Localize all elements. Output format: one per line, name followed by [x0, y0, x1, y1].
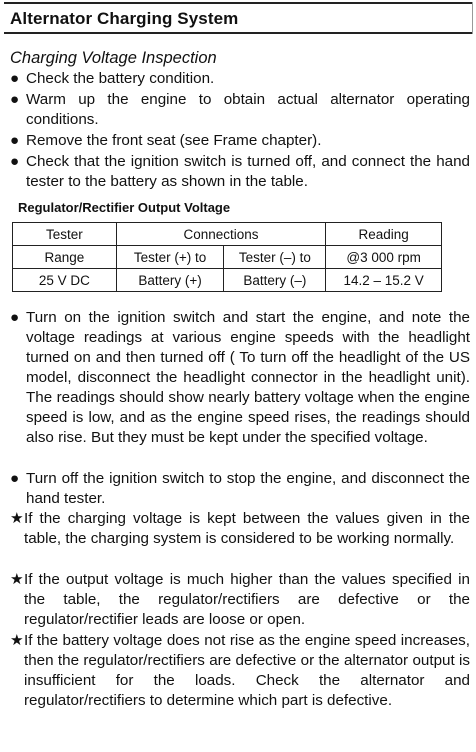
step-item: [10, 90, 470, 130]
bullet-icon: ●: [10, 470, 20, 487]
table-row: [13, 269, 442, 292]
step-text: Turn on the ignition switch and start the engine, and note the voltage readings at various engine speeds with the headlight turned on and then turned off ( To turn off the headlight of the US model, disconnect the headlight connector in the headlight unit). The readings should show nearly battery voltage when the engine speed is low, and as the engine speed rises, the readings should also rise. But they must be kept under the specified voltage.: [26, 309, 470, 446]
step-item: [10, 469, 470, 509]
step-text: Check that the ignition switch is turned off, and connect the hand tester to the battery as shown in the table.: [26, 153, 470, 190]
header-rpm: @3 000 rpm: [326, 246, 442, 269]
table-header-row: [13, 246, 442, 269]
step-text: Remove the front seat (see Frame chapter).: [26, 132, 322, 149]
bullet-icon: ●: [10, 132, 20, 149]
star-icon: ★: [10, 632, 24, 649]
bullet-icon: ●: [10, 70, 20, 87]
star-icon: ★: [10, 571, 24, 588]
voltage-table: [12, 222, 442, 292]
header-connections: Connections: [116, 223, 326, 246]
bullet-icon: ●: [10, 153, 20, 170]
note-text: If the charging voltage is kept between the values given in the table, the charging system is considered to be working normally.: [24, 510, 470, 547]
note-item: [10, 570, 470, 630]
step-item: [10, 69, 470, 89]
header-tester-minus: Tester (–) to: [224, 246, 326, 269]
cell-plus: Battery (+): [116, 269, 224, 292]
cell-reading: 14.2 – 15.2 V: [326, 269, 442, 292]
subheading: Charging Voltage Inspection: [10, 49, 217, 67]
note-text: If the output voltage is much higher than the values specified in the table, the regulator/rectifiers are defective or the regulator/rectifier leads are loose or open.: [24, 571, 470, 628]
step-item: [10, 152, 470, 192]
header-tester-plus: Tester (+) to: [116, 246, 224, 269]
step-item: [10, 308, 470, 448]
note-text: If the battery voltage does not rise as the engine speed increases, then the regulator/rectifiers are defective or the alternator output is insufficient for the loads. Check the alternator and regulator/rectifiers to determine which part is defective.: [24, 632, 470, 709]
bullet-icon: ●: [10, 91, 20, 108]
bullet-icon: ●: [10, 309, 20, 326]
margin-rule: [472, 2, 473, 34]
step-text: Turn off the ignition switch to stop the engine, and disconnect the hand tester.: [26, 470, 470, 507]
step-text: Check the battery condition.: [26, 70, 215, 87]
header-tester: Tester: [13, 223, 117, 246]
cell-minus: Battery (–): [224, 269, 326, 292]
cell-range: 25 V DC: [13, 269, 117, 292]
note-item: [10, 509, 470, 549]
table-header-row: [13, 223, 442, 246]
header-range: Range: [13, 246, 117, 269]
table-caption: Regulator/Rectifier Output Voltage: [18, 200, 231, 215]
note-item: [10, 631, 470, 711]
star-icon: ★: [10, 510, 24, 527]
step-text: Warm up the engine to obtain actual alternator operating conditions.: [26, 91, 470, 128]
section-title: Alternator Charging System: [10, 9, 239, 28]
section-title-bar: [4, 2, 472, 34]
header-reading: Reading: [326, 223, 442, 246]
step-item: [10, 131, 470, 151]
